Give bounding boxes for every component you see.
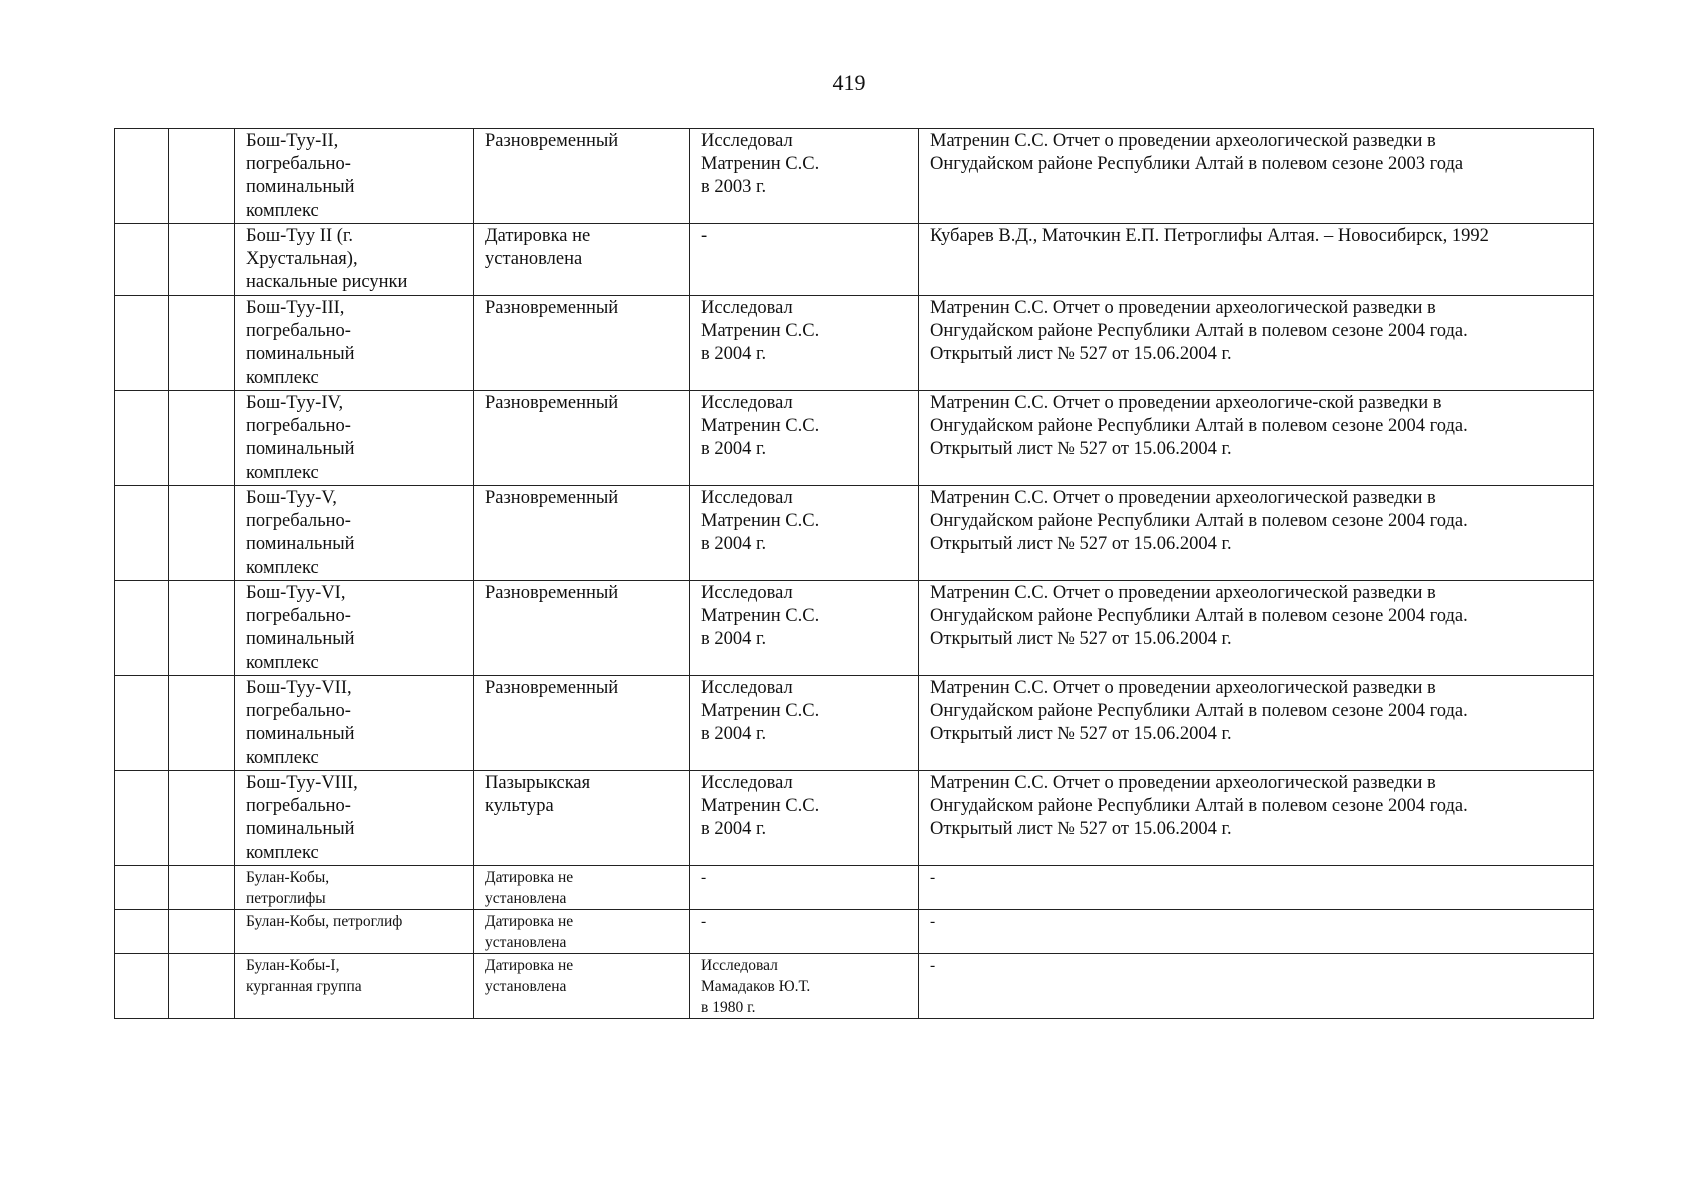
research-cell: Исследовал Матренин С.С. в 2003 г. — [690, 129, 919, 224]
research-cell: Исследовал Матренин С.С. в 2004 г. — [690, 296, 919, 391]
dating-cell: Разновременный — [474, 391, 690, 486]
row-number-cell — [115, 296, 169, 391]
source-cell: Матренин С.С. Отчет о проведении археологической разведки в Онгудайском районе Республики Алтай в полевом сезоне 2004 года. Открытый лист № 527 от 15.06.2004 г. — [919, 486, 1594, 581]
row-number-cell — [115, 676, 169, 771]
site-name-cell: Булан-Кобы-I, курганная группа — [235, 954, 474, 1019]
dating-cell: Датировка не установлена — [474, 224, 690, 296]
code-cell — [169, 581, 235, 676]
code-cell — [169, 771, 235, 866]
table-row — [115, 910, 1594, 954]
source-cell: Матренин С.С. Отчет о проведении археологической разведки в Онгудайском районе Республики Алтай в полевом сезоне 2004 года. Открытый лист № 527 от 15.06.2004 г. — [919, 771, 1594, 866]
table-row — [115, 224, 1594, 296]
source-cell: - — [919, 910, 1594, 954]
source-cell: Матренин С.С. Отчет о проведении археологической разведки в Онгудайском районе Республики Алтай в полевом сезоне 2004 года. Открытый лист № 527 от 15.06.2004 г. — [919, 676, 1594, 771]
research-cell: Исследовал Матренин С.С. в 2004 г. — [690, 676, 919, 771]
code-cell — [169, 676, 235, 771]
table-row — [115, 581, 1594, 676]
site-name-cell: Бош-Туу-VII, погребально- поминальный комплекс — [235, 676, 474, 771]
site-name-cell: Бош-Туу-III, погребально- поминальный комплекс — [235, 296, 474, 391]
row-number-cell — [115, 954, 169, 1019]
code-cell — [169, 224, 235, 296]
monuments-table — [114, 128, 1594, 1019]
row-number-cell — [115, 771, 169, 866]
source-cell: - — [919, 954, 1594, 1019]
dating-cell: Разновременный — [474, 129, 690, 224]
page-number: 419 — [832, 70, 866, 95]
table-row — [115, 676, 1594, 771]
dating-cell: Пазырыкская культура — [474, 771, 690, 866]
research-cell: Исследовал Матренин С.С. в 2004 г. — [690, 391, 919, 486]
code-cell — [169, 129, 235, 224]
code-cell — [169, 391, 235, 486]
row-number-cell — [115, 224, 169, 296]
source-cell: Матренин С.С. Отчет о проведении археологической разведки в Онгудайском районе Республики Алтай в полевом сезоне 2004 года. Открытый лист № 527 от 15.06.2004 г. — [919, 296, 1594, 391]
code-cell — [169, 866, 235, 910]
table-row — [115, 129, 1594, 224]
row-number-cell — [115, 866, 169, 910]
row-number-cell — [115, 129, 169, 224]
source-cell: Матренин С.С. Отчет о проведении археологиче-ской разведки в Онгудайском районе Республики Алтай в полевом сезоне 2004 года. Открытый лист № 527 от 15.06.2004 г. — [919, 391, 1594, 486]
code-cell — [169, 296, 235, 391]
site-name-cell: Бош-Туу-IV, погребально- поминальный комплекс — [235, 391, 474, 486]
source-cell: Матренин С.С. Отчет о проведении археологической разведки в Онгудайском районе Республики Алтай в полевом сезоне 2003 года — [919, 129, 1594, 224]
site-name-cell: Булан-Кобы, петроглифы — [235, 866, 474, 910]
row-number-cell — [115, 391, 169, 486]
site-name-cell: Бош-Туу II (г. Хрустальная), наскальные рисунки — [235, 224, 474, 296]
site-name-cell: Бош-Туу-VIII, погребально- поминальный комплекс — [235, 771, 474, 866]
table-body — [115, 129, 1594, 1019]
source-cell: - — [919, 866, 1594, 910]
research-cell: Исследовал Матренин С.С. в 2004 г. — [690, 581, 919, 676]
table-row — [115, 771, 1594, 866]
code-cell — [169, 486, 235, 581]
table-row — [115, 296, 1594, 391]
table-row — [115, 866, 1594, 910]
row-number-cell — [115, 581, 169, 676]
research-cell: - — [690, 866, 919, 910]
row-number-cell — [115, 910, 169, 954]
dating-cell: Датировка не установлена — [474, 910, 690, 954]
research-cell: Исследовал Матренин С.С. в 2004 г. — [690, 486, 919, 581]
table-row — [115, 391, 1594, 486]
research-cell: - — [690, 910, 919, 954]
dating-cell: Разновременный — [474, 676, 690, 771]
dating-cell: Разновременный — [474, 296, 690, 391]
site-name-cell: Бош-Туу-V, погребально- поминальный комплекс — [235, 486, 474, 581]
site-name-cell: Бош-Туу-II, погребально- поминальный комплекс — [235, 129, 474, 224]
source-cell: Кубарев В.Д., Маточкин Е.П. Петроглифы Алтая. – Новосибирск, 1992 — [919, 224, 1594, 296]
dating-cell: Разновременный — [474, 486, 690, 581]
table-row — [115, 954, 1594, 1019]
code-cell — [169, 954, 235, 1019]
site-name-cell: Бош-Туу-VI, погребально- поминальный комплекс — [235, 581, 474, 676]
source-cell: Матренин С.С. Отчет о проведении археологической разведки в Онгудайском районе Республики Алтай в полевом сезоне 2004 года. Открытый лист № 527 от 15.06.2004 г. — [919, 581, 1594, 676]
code-cell — [169, 910, 235, 954]
site-name-cell: Булан-Кобы, петроглиф — [235, 910, 474, 954]
research-cell: Исследовал Мамадаков Ю.Т. в 1980 г. — [690, 954, 919, 1019]
research-cell: Исследовал Матренин С.С. в 2004 г. — [690, 771, 919, 866]
research-cell: - — [690, 224, 919, 296]
table-row — [115, 486, 1594, 581]
dating-cell: Датировка не установлена — [474, 866, 690, 910]
row-number-cell — [115, 486, 169, 581]
dating-cell: Датировка не установлена — [474, 954, 690, 1019]
dating-cell: Разновременный — [474, 581, 690, 676]
